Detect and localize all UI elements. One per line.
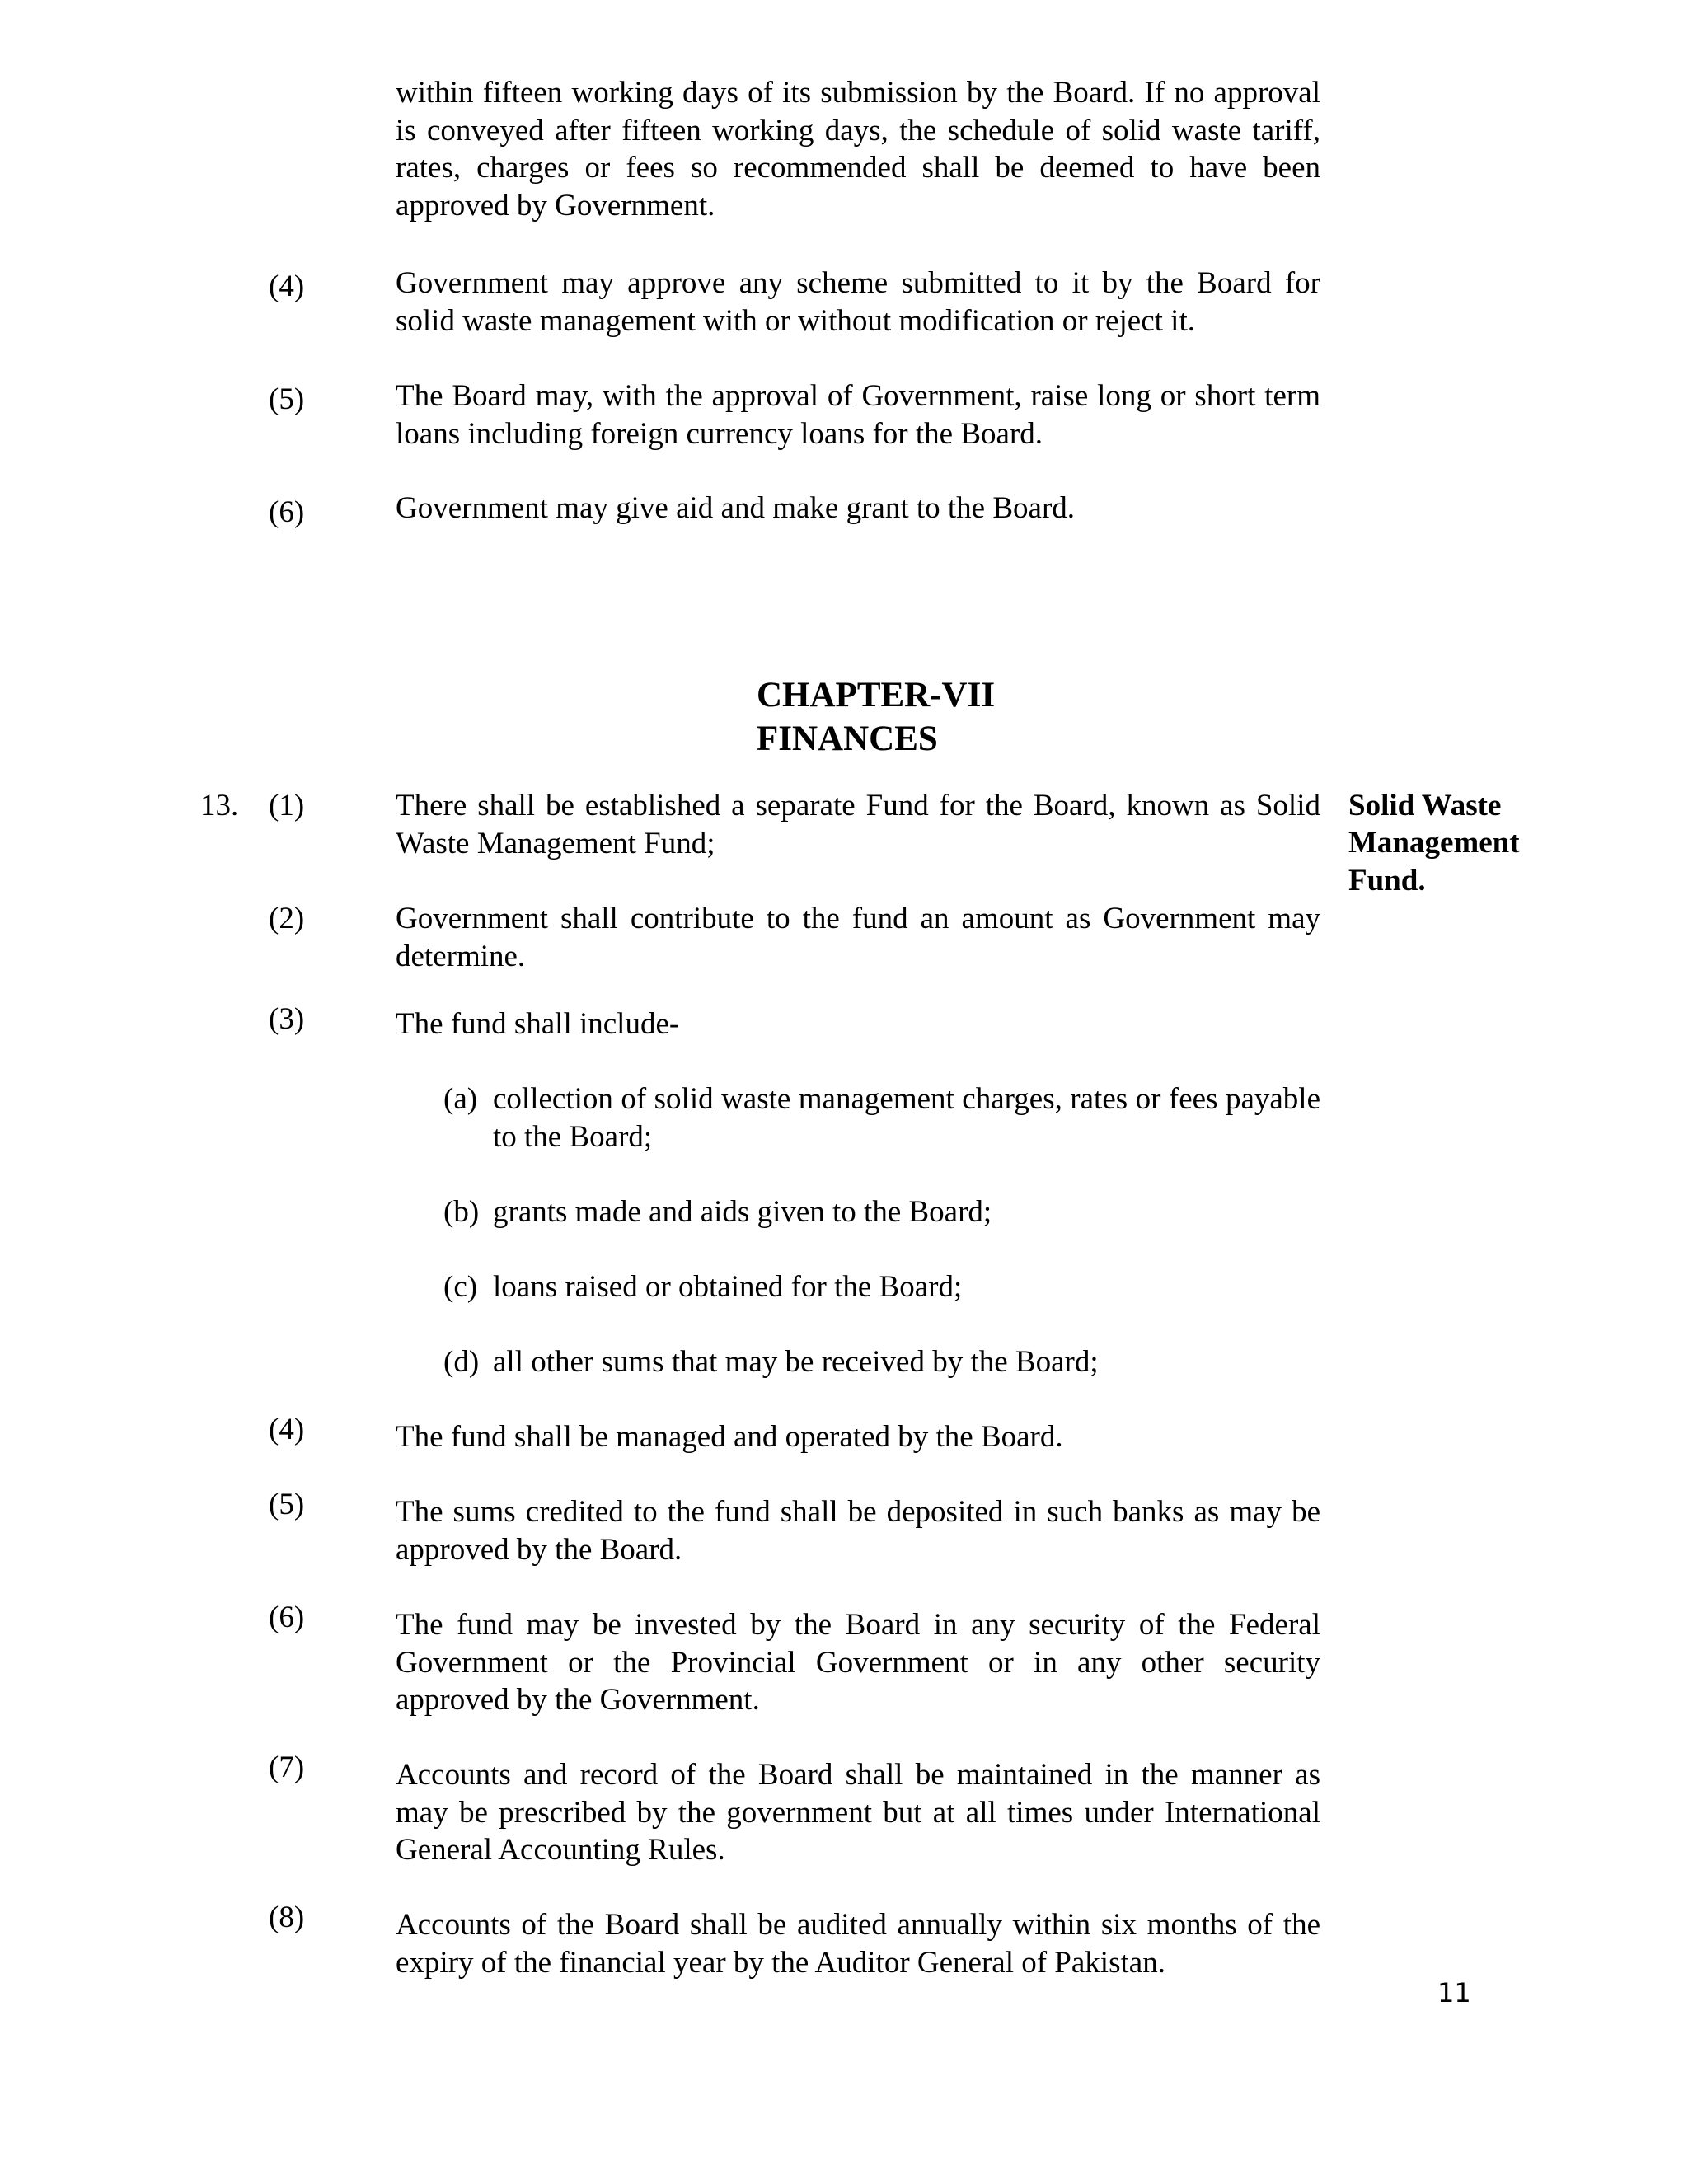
clause-number: (5) <box>269 382 305 416</box>
sub-item-label: (d) <box>443 1345 480 1379</box>
sub-item-label: (a) <box>443 1082 478 1116</box>
clause-text: The Board may, with the approval of Government, raise long or short term loans including foreign currency loans for the Board. <box>396 379 1320 451</box>
clause-number: (7) <box>269 1750 305 1784</box>
clause-number: (3) <box>269 1002 305 1036</box>
clause-text: The fund shall be managed and operated by the Board. <box>396 1420 1063 1454</box>
clause-number: (6) <box>269 495 305 529</box>
clause-number: (4) <box>269 269 305 303</box>
sub-item-label: (c) <box>443 1270 478 1304</box>
clause-number: (5) <box>269 1488 305 1521</box>
clause-text: Accounts of the Board shall be audited annually within six months of the expiry of the financial year by the Auditor General of Pakistan. <box>396 1908 1320 1980</box>
marginal-note-line: Management <box>1348 826 1520 860</box>
clause-text: Government may give aid and make grant to the Board. <box>396 491 1076 525</box>
clause-text: The fund shall include- <box>396 1007 680 1041</box>
sub-item-text: loans raised or obtained for the Board; <box>493 1270 963 1304</box>
clause-text: Government shall contribute to the fund an amount as Government may determine. <box>396 902 1320 973</box>
clause-number: (6) <box>269 1601 305 1634</box>
sub-item-label: (b) <box>443 1195 480 1229</box>
clause-text: The fund may be invested by the Board in any security of the Federal Government or the Provincial Government or in any other security approved by the Government. <box>396 1608 1320 1717</box>
clause-number: (4) <box>269 1413 305 1446</box>
marginal-note-line: Fund. <box>1348 864 1426 898</box>
section-number: 13. <box>200 789 239 823</box>
clause-text: There shall be established a separate Fund for the Board, known as Solid Waste Management Fund; <box>396 789 1320 860</box>
sub-item-text: all other sums that may be received by the Board; <box>493 1345 1099 1379</box>
page-number: 11 <box>1437 1977 1471 2008</box>
marginal-note-line: Solid Waste <box>1348 789 1502 823</box>
clause-number: (2) <box>269 902 305 935</box>
clause-text: The sums credited to the fund shall be deposited in such banks as may be approved by the Board. <box>396 1495 1320 1567</box>
clause-text: Accounts and record of the Board shall be maintained in the manner as may be prescribed by the government but at all times under International General Accounting Rules. <box>396 1758 1320 1867</box>
sub-item-text: collection of solid waste management charges, rates or fees payable to the Board; <box>493 1082 1320 1154</box>
sub-item-text: grants made and aids given to the Board; <box>493 1195 992 1229</box>
clause-text: Government may approve any scheme submitted to it by the Board for solid waste management with or without modification or reject it. <box>396 266 1320 338</box>
chapter-title: FINANCES <box>757 719 938 758</box>
chapter-number: CHAPTER-VII <box>757 676 996 715</box>
clause-number: (1) <box>269 789 305 823</box>
clause-number: (8) <box>269 1900 305 1934</box>
continuation-paragraph: within fifteen working days of its submission by the Board. If no approval is conveyed after fifteen working days, the schedule of solid waste tariff, rates, charges or fees so recommended shall be deemed to have been approved by Government. <box>396 76 1320 223</box>
